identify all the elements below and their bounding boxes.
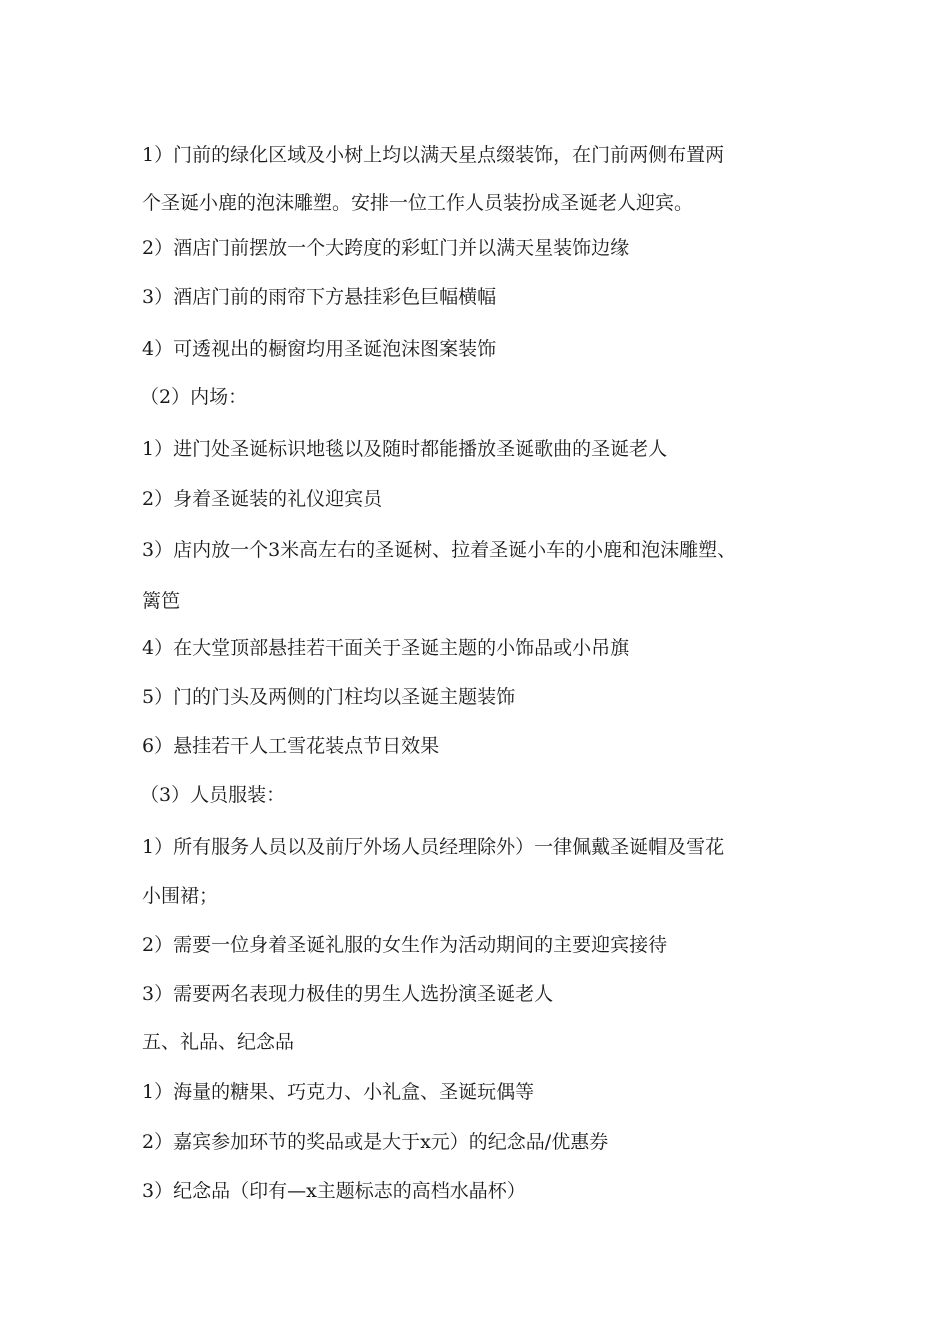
section-heading-inner-venue: （2）内场： — [140, 386, 248, 408]
text-line-18: 3）需要两名表现力极佳的男生人选扮演圣诞老人 — [142, 983, 554, 1005]
text-line-21: 2）嘉宾参加环节的奖品或是大于x元）的纪念品/优惠券 — [142, 1131, 609, 1153]
text-line-20: 1）海量的糖果、巧克力、小礼盒、圣诞玩偶等 — [142, 1081, 535, 1103]
text-line-22: 3）纪念品（印有—x主题标志的高档水晶杯） — [142, 1180, 526, 1202]
text-line-1: 1）门前的绿化区域及小树上均以满天星点缀装饰，在门前两侧布置两 — [142, 144, 725, 166]
text-line-8: 2）身着圣诞装的礼仪迎宾员 — [142, 488, 383, 510]
text-line-9: 3）店内放一个3米高左右的圣诞树、拉着圣诞小车的小鹿和泡沫雕塑、 — [142, 539, 737, 561]
text-line-13: 6）悬挂若干人工雪花装点节日效果 — [142, 735, 440, 757]
text-line-2: 个圣诞小鹿的泡沫雕塑。安排一位工作人员装扮成圣诞老人迎宾。 — [142, 192, 694, 214]
text-line-10: 篱笆 — [142, 590, 181, 612]
text-line-16: 小围裙； — [142, 885, 219, 907]
section-heading-staff-attire: （3）人员服装： — [140, 784, 286, 806]
text-line-15: 1）所有服务人员以及前厅外场人员经理除外）一律佩戴圣诞帽及雪花 — [142, 836, 725, 858]
text-line-5: 4）可透视出的橱窗均用圣诞泡沫图案装饰 — [142, 338, 497, 360]
text-line-4: 3）酒店门前的雨帘下方悬挂彩色巨幅横幅 — [142, 286, 497, 308]
text-line-17: 2）需要一位身着圣诞礼服的女生作为活动期间的主要迎宾接待 — [142, 934, 668, 956]
text-line-3: 2）酒店门前摆放一个大跨度的彩虹门并以满天星装饰边缘 — [142, 237, 630, 259]
text-line-7: 1）进门处圣诞标识地毯以及随时都能播放圣诞歌曲的圣诞老人 — [142, 438, 668, 460]
section-heading-gifts: 五、礼品、纪念品 — [142, 1031, 295, 1053]
text-line-11: 4）在大堂顶部悬挂若干面关于圣诞主题的小饰品或小吊旗 — [142, 637, 630, 659]
text-line-12: 5）门的门头及两侧的门柱均以圣诞主题装饰 — [142, 686, 516, 708]
